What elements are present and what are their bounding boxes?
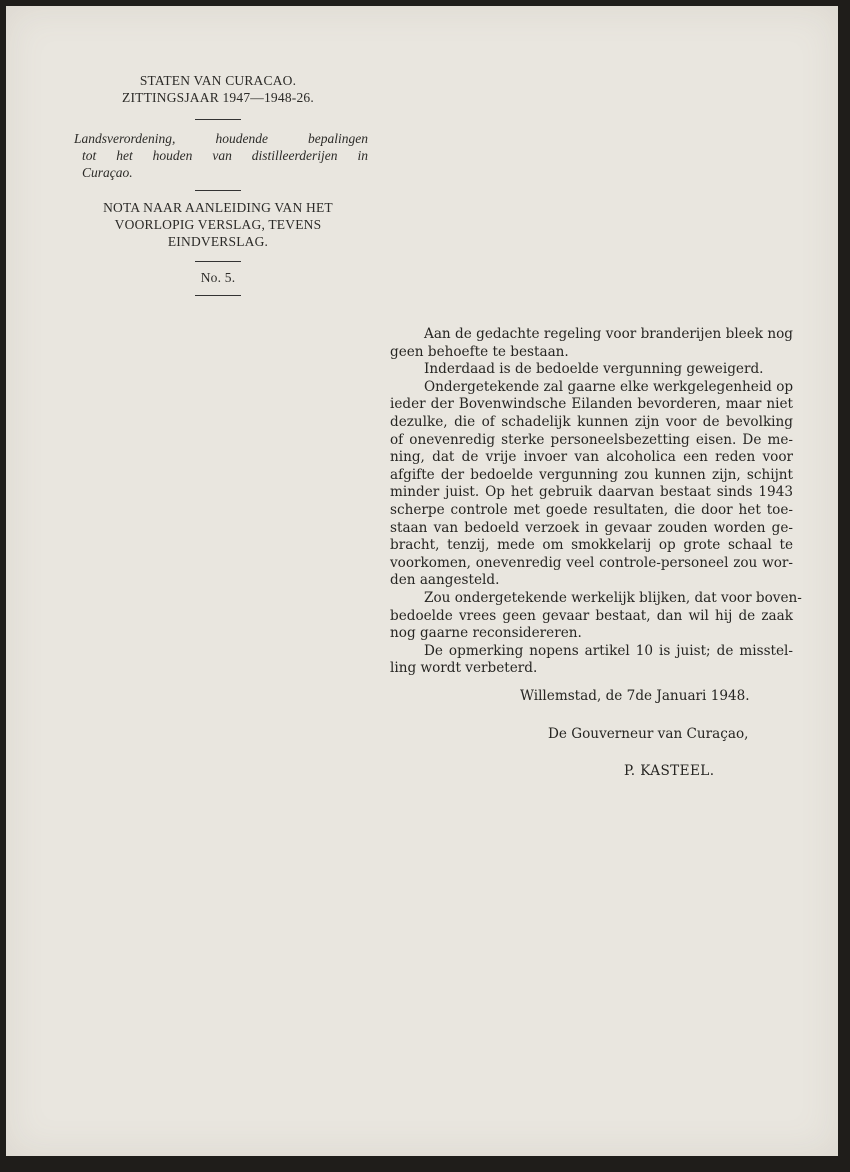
body-line: afgifte der bedoelde vergunning zou kunnen zijn, schijnt (390, 466, 793, 483)
header-rule-1 (68, 119, 368, 120)
body-line: of onevenredig sterke personeelsbezetting eisen. De me- (390, 431, 793, 448)
document-number: No. 5. (200, 270, 236, 285)
header-session-year: ZITTINGSJAAR 1947—1948-26. (122, 90, 314, 105)
body-line: nog gaarne reconsidereren. (390, 625, 582, 642)
body-line: den aangesteld. (390, 572, 500, 589)
body-line: voorkomen, onevenredig veel controle-personeel zou wor- (390, 554, 793, 571)
nota-line: VOORLOPIG VERSLAG, TEVENS (114, 217, 322, 232)
closing-place-date: Willemstad, de 7de Januari 1948. (520, 688, 750, 704)
subject-line: Landsverordening, houdende bepalingen (74, 131, 368, 146)
document-header (68, 72, 368, 106)
signature: P. KASTEEL. (624, 763, 715, 779)
body-line: staan van bedoeld verzoek in gevaar zouden worden ge- (390, 519, 793, 536)
nota-line: EINDVERSLAG. (167, 234, 269, 249)
body-line: geen behoefte te bestaan. (390, 343, 569, 360)
header-title: STATEN VAN CURACAO. (139, 73, 297, 88)
subject-line: tot het houden van distilleerderijen in (82, 148, 368, 163)
body-text (390, 326, 802, 678)
nota-heading (68, 199, 368, 250)
header-rule-2 (68, 190, 368, 191)
body-line: bracht, tenzij, mede om smokkelarij op grote schaal te (390, 537, 793, 554)
header-rule-3 (68, 261, 368, 262)
subject-line: Curaçao. (82, 165, 133, 180)
header-rule-4 (68, 295, 368, 296)
closing-title: De Gouverneur van Curaçao, (548, 726, 749, 742)
body-line: minder juist. Op het gebruik daarvan bestaat sinds 1943 (390, 484, 793, 501)
body-line: bedoelde vrees geen gevaar bestaat, dan wil hij de zaak (390, 607, 793, 624)
body-line: ieder der Bovenwindsche Eilanden bevorderen, maar niet (390, 396, 793, 413)
body-line: Aan de gedachte regeling voor branderijen bleek nog (424, 326, 793, 342)
body-line: Inderdaad is de bedoelde vergunning geweigerd. (424, 361, 764, 378)
body-line: De opmerking nopens artikel 10 is juist; de misstel- (424, 642, 793, 659)
document-page (6, 6, 838, 1156)
body-line: Ondergetekende zal gaarne elke werkgelegenheid op (424, 378, 794, 395)
body-line: ning, dat de vrije invoer van alcoholica een reden voor (390, 449, 793, 466)
document-subject (74, 130, 368, 181)
body-line: dezulke, die of schadelijk kunnen zijn voor de bevolking (390, 413, 793, 430)
body-line: ling wordt verbeterd. (390, 660, 538, 677)
body-line: scherpe controle met goede resultaten, die door het toe- (390, 501, 793, 518)
nota-line: NOTA NAAR AANLEIDING VAN HET (103, 200, 333, 215)
body-line: Zou ondergetekende werkelijk blijken, dat voor boven- (424, 589, 802, 606)
